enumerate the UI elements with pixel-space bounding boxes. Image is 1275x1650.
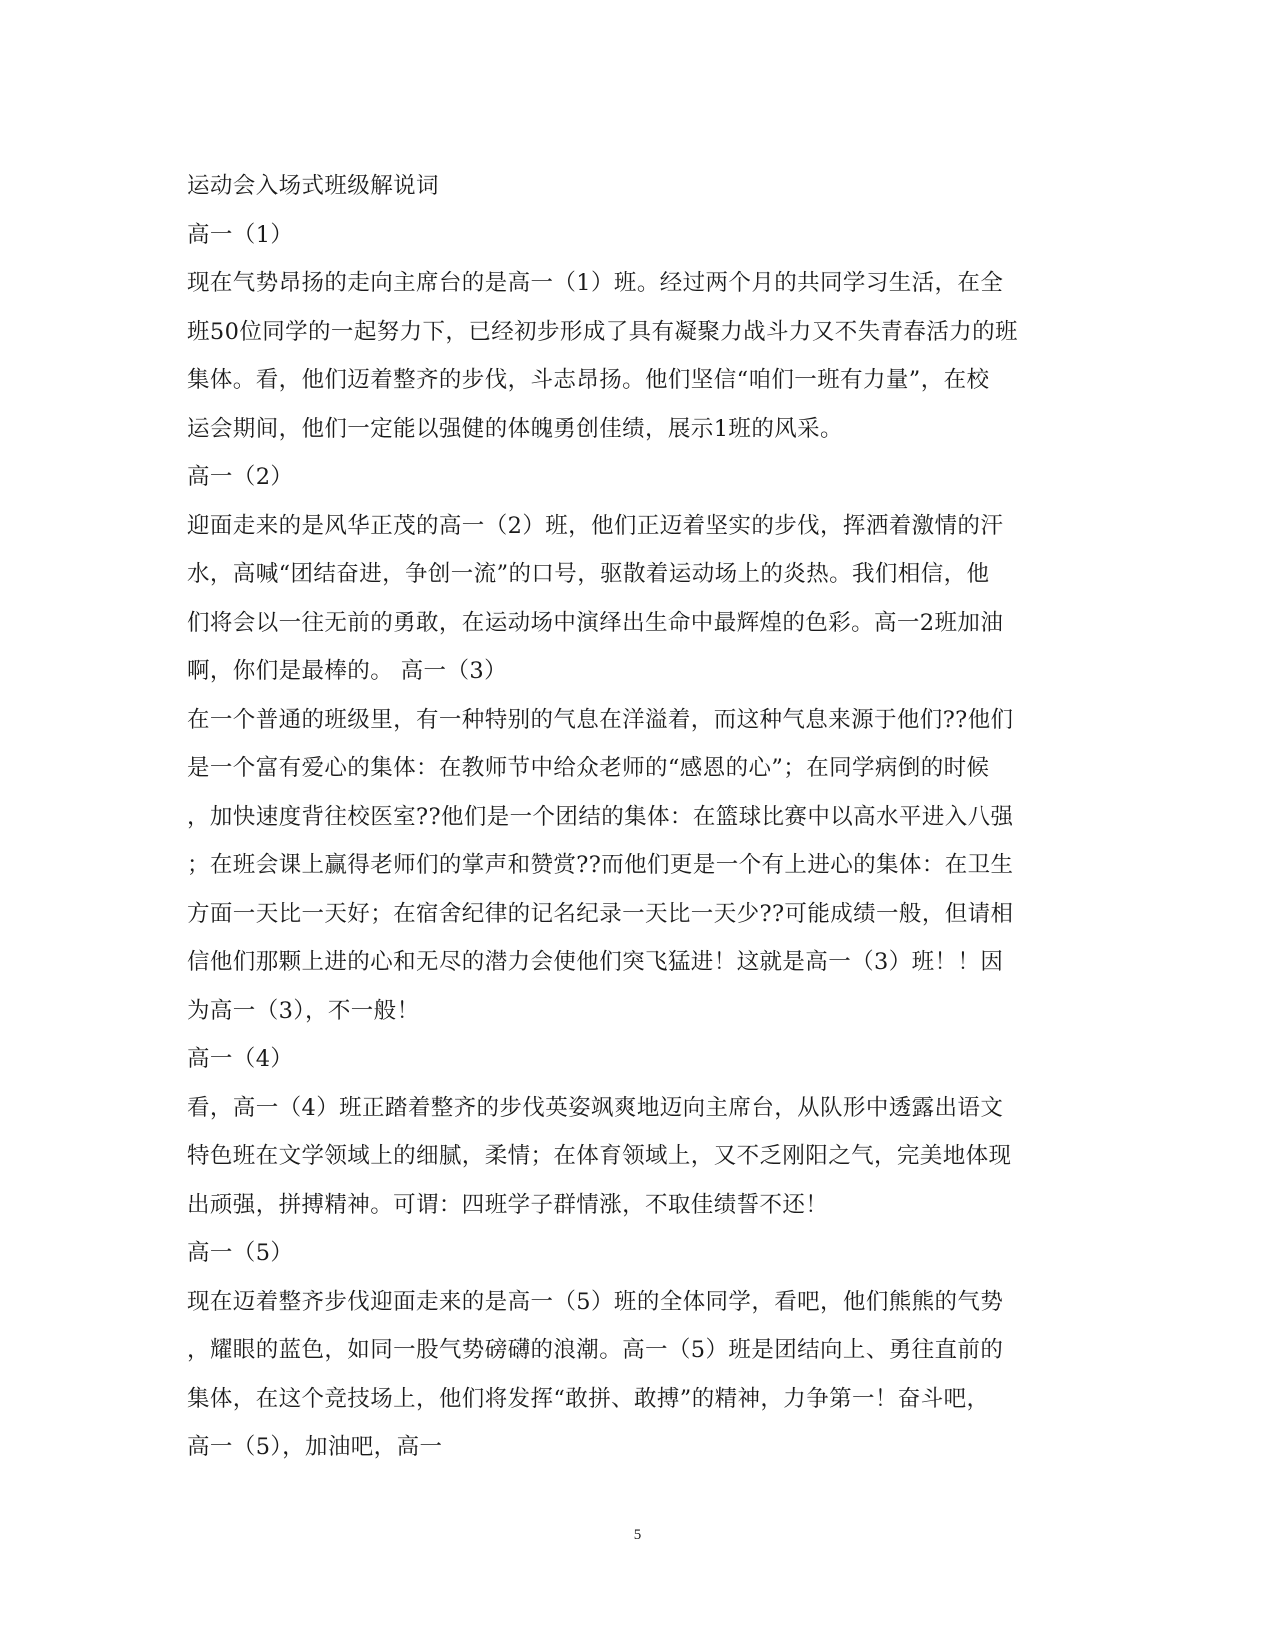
paragraph-line: 啊，你们是最棒的。 高一（3） — [187, 658, 507, 684]
paragraph-line: 是一个富有爱心的集体：在教师节中给众老师的“感恩的心”；在同学病倒的时候 — [187, 755, 990, 781]
section-heading-class-2: 高一（2） — [187, 464, 294, 490]
paragraph-line: ；在班会课上赢得老师们的掌声和赞赏??而他们更是一个有上进心的集体：在卫生 — [187, 852, 1014, 878]
paragraph-line: ，耀眼的蓝色，如同一股气势磅礴的浪潮。高一（5）班是团结向上、勇往直前的 — [187, 1337, 1004, 1363]
paragraph-line: 集体。看，他们迈着整齐的步伐，斗志昂扬。他们坚信“咱们一班有力量”，在校 — [187, 367, 990, 393]
section-heading-class-4: 高一（4） — [187, 1046, 294, 1072]
paragraph-line: ，加快速度背往校医室??他们是一个团结的集体：在篮球比赛中以高水平进入八强 — [187, 803, 1014, 830]
page-number: 5 — [633, 1527, 642, 1543]
paragraph-line: 集体，在这个竞技场上，他们将发挥“敢拼、敢搏”的精神，力争第一！奋斗吧， — [187, 1385, 990, 1412]
paragraph-line: 们将会以一往无前的勇敢，在运动场中演绎出生命中最辉煌的色彩。高一2班加油 — [187, 609, 1004, 636]
paragraph-line: 方面一天比一天好；在宿舍纪律的记名纪录一天比一天少??可能成绩一般，但请相 — [187, 900, 1014, 927]
document-body — [187, 162, 1087, 1472]
paragraph-line: 在一个普通的班级里，有一种特别的气息在洋溢着，而这种气息来源于他们??他们 — [187, 706, 1014, 733]
paragraph-line: 高一（5），加油吧，高一 — [187, 1434, 443, 1460]
paragraph-line: 特色班在文学领域上的细腻，柔情；在体育领域上，又不乏刚阳之气，完美地体现 — [187, 1143, 1012, 1169]
paragraph-line: 班50位同学的一起努力下，已经初步形成了具有凝聚力战斗力又不失青春活力的班 — [187, 318, 1018, 345]
paragraph-line: 现在气势昂扬的走向主席台的是高一（1）班。经过两个月的共同学习生活，在全 — [187, 270, 1004, 296]
paragraph-line: 看，高一（4）班正踏着整齐的步伐英姿飒爽地迈向主席台，从队形中透露出语文 — [187, 1094, 1004, 1121]
section-heading-class-5: 高一（5） — [187, 1240, 294, 1266]
paragraph-line: 现在迈着整齐步伐迎面走来的是高一（5）班的全体同学，看吧，他们熊熊的气势 — [187, 1288, 1004, 1315]
paragraph-line: 信他们那颗上进的心和无尽的潜力会使他们突飞猛进！这就是高一（3）班！！因 — [187, 949, 1004, 975]
document-title: 运动会入场式班级解说词 — [187, 173, 439, 199]
paragraph-line: 运会期间，他们一定能以强健的体魄勇创佳绩，展示1班的风采。 — [187, 415, 843, 442]
paragraph-line: 水，高喊“团结奋进，争创一流”的口号，驱散着运动场上的炎热。我们相信，他 — [187, 561, 990, 587]
paragraph-line: 出顽强，拼搏精神。可谓：四班学子群情涨，不取佳绩誓不还！ — [187, 1191, 829, 1218]
section-heading-class-1: 高一（1） — [187, 221, 294, 248]
paragraph-line: 为高一（3），不一般！ — [187, 997, 420, 1024]
paragraph-line: 迎面走来的是风华正茂的高一（2）班，他们正迈着坚实的步伐，挥洒着激情的汗 — [187, 512, 1004, 539]
